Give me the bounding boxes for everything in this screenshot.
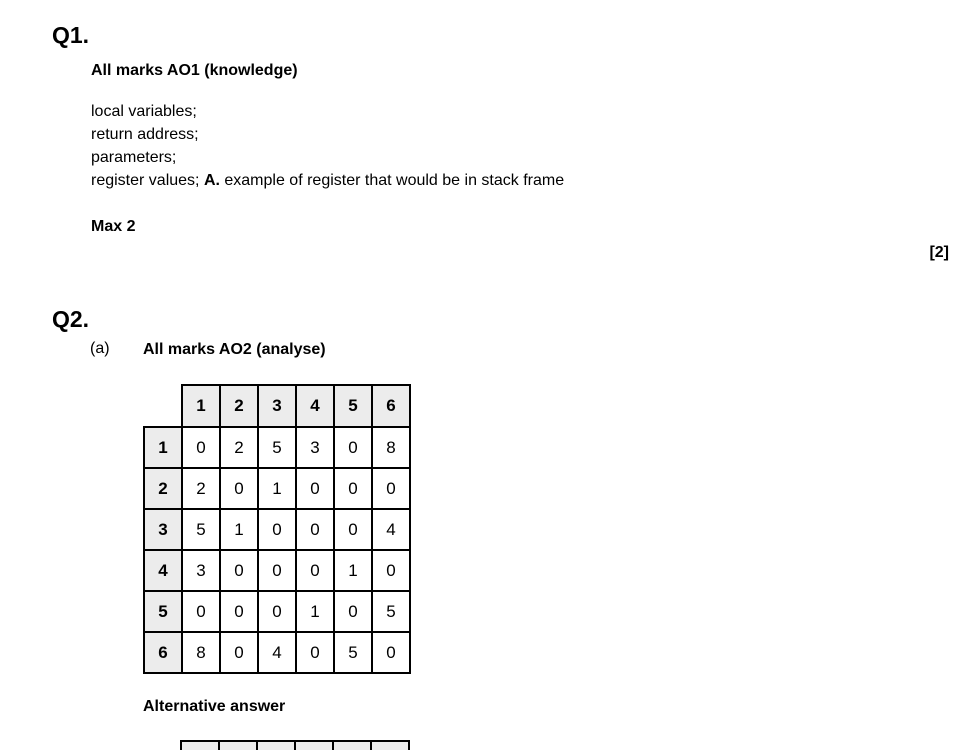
matrix-col-header: 3 [258,385,296,427]
question-1-label: Q1. [52,22,90,48]
mark-scheme-line [91,169,564,192]
matrix-cell: 0 [220,591,258,632]
matrix-cell: 0 [372,550,410,591]
matrix-cell: 0 [296,550,334,591]
matrix-cell: 8 [182,632,220,673]
matrix-cell: 0 [372,468,410,509]
matrix-cell: 0 [334,509,372,550]
matrix-cell: 0 [258,550,296,591]
line4-prefix: register values; [91,172,204,189]
matrix-row-header: 4 [144,550,182,591]
partial-header-cell [295,741,333,750]
matrix-cell: 3 [182,550,220,591]
matrix-col-header: 2 [220,385,258,427]
adjacency-matrix-table [143,384,411,674]
q1-marks-heading: All marks AO1 (knowledge) [91,62,298,79]
q2-marks-heading: All marks AO2 (analyse) [143,341,326,358]
matrix-cell: 5 [258,427,296,468]
matrix-row [144,550,410,591]
line4-suffix: example of register that would be in stack frame [219,172,565,189]
alternative-matrix-table-partial [180,740,410,750]
q1-max-marks: Max 2 [91,218,136,235]
matrix-row-header: 5 [144,591,182,632]
matrix-cell: 1 [334,550,372,591]
matrix-row [144,427,410,468]
matrix-cell: 5 [334,632,372,673]
matrix-row-header: 6 [144,632,182,673]
matrix-cell: 0 [258,509,296,550]
matrix-cell: 1 [258,468,296,509]
matrix-row-header: 1 [144,427,182,468]
mark-scheme-line: return address; [91,126,199,143]
partial-header-cell [257,741,295,750]
matrix-cell: 4 [258,632,296,673]
matrix-cell: 0 [182,427,220,468]
matrix-cell: 8 [372,427,410,468]
matrix-row [144,632,410,673]
partial-header-cell [371,741,409,750]
matrix-cell: 0 [296,468,334,509]
matrix-cell: 0 [220,550,258,591]
mark-scheme-line: local variables; [91,103,197,120]
matrix-col-header: 6 [372,385,410,427]
matrix-row [144,468,410,509]
matrix-cell: 2 [182,468,220,509]
question-2-label: Q2. [52,306,90,332]
matrix-cell: 5 [182,509,220,550]
partial-header-cell [181,741,219,750]
q1-total-marks-badge: [2] [929,244,949,261]
matrix-cell: 0 [372,632,410,673]
q2-part-a-label: (a) [90,340,110,357]
matrix-row [144,591,410,632]
matrix-col-header: 4 [296,385,334,427]
matrix-cell: 0 [182,591,220,632]
matrix-cell: 3 [296,427,334,468]
matrix-cell: 4 [372,509,410,550]
matrix-header-row [144,385,410,427]
matrix-col-header: 1 [182,385,220,427]
partial-header-cell [219,741,257,750]
matrix-cell: 5 [372,591,410,632]
matrix-cell: 0 [334,468,372,509]
matrix-row-header: 3 [144,509,182,550]
matrix-cell: 0 [220,468,258,509]
matrix-col-header: 5 [334,385,372,427]
matrix-cell: 2 [220,427,258,468]
partial-header-cell [333,741,371,750]
matrix-corner-cell [144,385,182,427]
matrix-cell: 0 [334,591,372,632]
matrix-row [144,509,410,550]
line4-accept-marker: A. [203,172,220,189]
alternative-answer-heading: Alternative answer [143,698,286,715]
matrix-cell: 0 [296,509,334,550]
mark-scheme-line: parameters; [91,149,177,166]
matrix-cell: 0 [258,591,296,632]
matrix-cell: 0 [296,632,334,673]
q1-answer-lines [91,100,564,192]
matrix-cell: 1 [296,591,334,632]
matrix-cell: 1 [220,509,258,550]
matrix-cell: 0 [334,427,372,468]
matrix-cell: 0 [220,632,258,673]
partial-header-row [181,741,409,750]
matrix-row-header: 2 [144,468,182,509]
